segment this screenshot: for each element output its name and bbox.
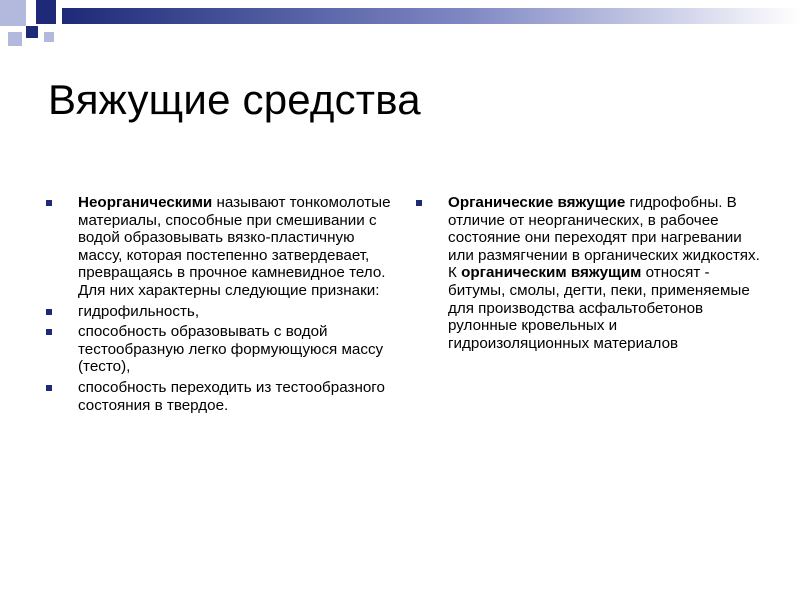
item-text-prefix: К [448,264,462,282]
item-text: способность образовывать с водой тестообразную легко формующуюся массу (тесто), [78,323,384,376]
item-text: называют тонкомолотые материалы, способные при смешивании с водой образовывать вязко-пластичную массу, которая постепенно затвердевает, превращаясь в прочное камневидное тело. Для них характерны следующие признаки: [78,194,391,299]
term-organic-binders: органическим вяжущим [461,264,642,282]
left-column [46,194,391,417]
item-text: гидрофобны. В отличие от неорганических, в рабочее состояние они переходят при нагревании или размягчении в органических жидкостях. [448,194,760,264]
item-text: способность переходить из тестообразного состояния в твердое. [78,378,385,414]
item-text: гидрофильность, [78,302,200,320]
square-bullet-icon [416,200,422,206]
square-bullet-icon [46,309,52,315]
list-item [46,379,391,414]
item-text: относят - битумы, смолы, дегти, пеки, применяемые для производства асфальтобетонов рулонные кровельных и гидроизоляционных материалов [448,264,750,352]
term-organic: Органические вяжущие [448,194,626,211]
list-item [416,194,761,352]
square-bullet-icon [46,200,52,206]
list-item [46,303,391,321]
square-bullet-icon [46,329,52,335]
term-inorganic: Неорганическими [78,194,213,211]
list-item [46,323,391,376]
square-bullet-icon [46,385,52,391]
header-decoration [0,0,800,50]
right-column [416,194,761,355]
list-item [46,194,391,300]
slide-title: Вяжущие средства [48,76,421,123]
